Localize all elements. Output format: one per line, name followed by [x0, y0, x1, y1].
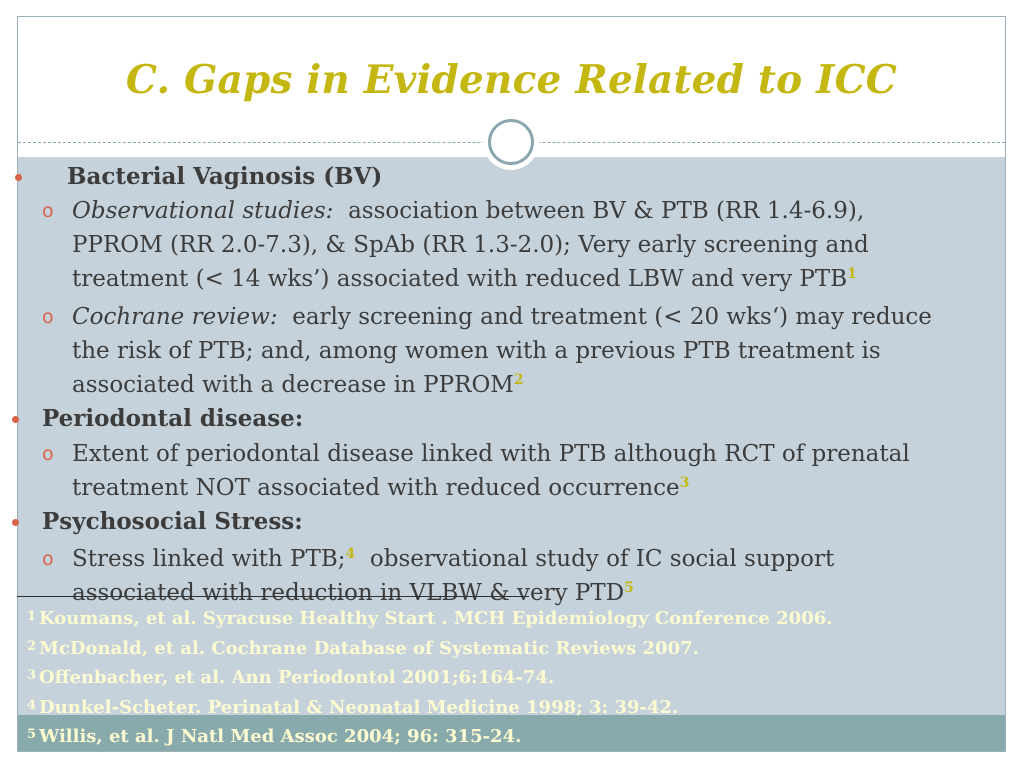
list-item — [42, 194, 992, 296]
reference-text: Willis, et al. J Natl Med Assoc 2004; 96: 315-24. — [39, 726, 522, 747]
circle-ornament — [483, 114, 539, 170]
reference-text: McDonald, et al. Cochrane Database of Systematic Reviews 2007. — [39, 637, 699, 659]
reference-marker: 3 — [679, 475, 690, 491]
item-lead: Observational studies: — [72, 198, 334, 224]
section-heading — [42, 402, 303, 436]
item-text: treatment (< 14 wks’) associated with reduced LBW and very PTB — [72, 266, 848, 292]
bullet-icon — [12, 416, 19, 423]
list-item — [42, 300, 992, 402]
bullet-icon — [12, 519, 19, 526]
item-text: association between BV & PTB (RR 1.4-6.9), — [348, 198, 865, 224]
footnote-rule — [17, 596, 529, 597]
section-heading-text: Bacterial Vaginosis (BV) — [67, 163, 383, 190]
item-text: associated with a decrease in PPROM — [72, 372, 514, 398]
bullet-icon — [15, 174, 22, 181]
reference-item — [27, 692, 977, 722]
slide-title: C. Gaps in Evidence Related to ICC — [125, 57, 898, 103]
item-lead: Cochrane review: — [72, 304, 278, 330]
reference-item — [27, 633, 977, 663]
item-text: early screening and treatment (< 20 wks‘) may reduce — [292, 304, 932, 330]
reference-number: 2 — [27, 638, 37, 654]
reference-number: 1 — [27, 609, 37, 624]
reference-number: 5 — [27, 727, 37, 742]
reference-item — [27, 662, 977, 692]
circle-bullet-icon: o — [42, 200, 54, 222]
reference-text: Koumans, et al. Syracuse Healthy Start . MCH Epidemiology Conference 2006. — [39, 608, 833, 629]
section-heading-text: Periodontal disease: — [42, 405, 304, 432]
section-heading — [67, 160, 382, 194]
section-heading-text: Psychosocial Stress: — [42, 508, 303, 535]
item-text: Extent of periodontal disease linked with PTB although RCT of prenatal — [72, 441, 910, 467]
circle-bullet-icon: o — [42, 306, 54, 328]
item-text: treatment NOT associated with reduced occurrence — [72, 475, 680, 501]
reference-text: Offenbacher, et al. Ann Periodontol 2001;6:164-74. — [39, 667, 555, 688]
circle-ring — [488, 119, 534, 165]
item-text: Stress linked with PTB; — [72, 546, 346, 572]
item-text: PPROM (RR 2.0-7.3), & SpAb (RR 1.3-2.0); Very early screening and — [72, 232, 869, 258]
reference-item — [27, 603, 977, 633]
item-text: the risk of PTB; and, among women with a previous PTB treatment is — [72, 338, 881, 364]
reference-marker: 2 — [513, 372, 524, 388]
references — [27, 603, 977, 751]
list-item — [42, 437, 992, 505]
reference-marker: 4 — [345, 546, 356, 562]
reference-marker: 1 — [847, 266, 857, 282]
list-item — [42, 542, 992, 610]
reference-marker: 5 — [624, 580, 634, 596]
circle-bullet-icon: o — [42, 548, 54, 570]
reference-item — [27, 721, 977, 751]
reference-text: Dunkel-Scheter. Perinatal & Neonatal Medicine 1998; 3: 39-42. — [39, 696, 679, 718]
reference-number: 4 — [27, 697, 37, 713]
circle-bullet-icon: o — [42, 443, 54, 465]
reference-number: 3 — [27, 668, 37, 683]
item-text: observational study of IC social support — [369, 546, 835, 572]
section-heading — [42, 505, 303, 539]
item-text: associated with reduction in VLBW & very PTD — [72, 580, 625, 606]
